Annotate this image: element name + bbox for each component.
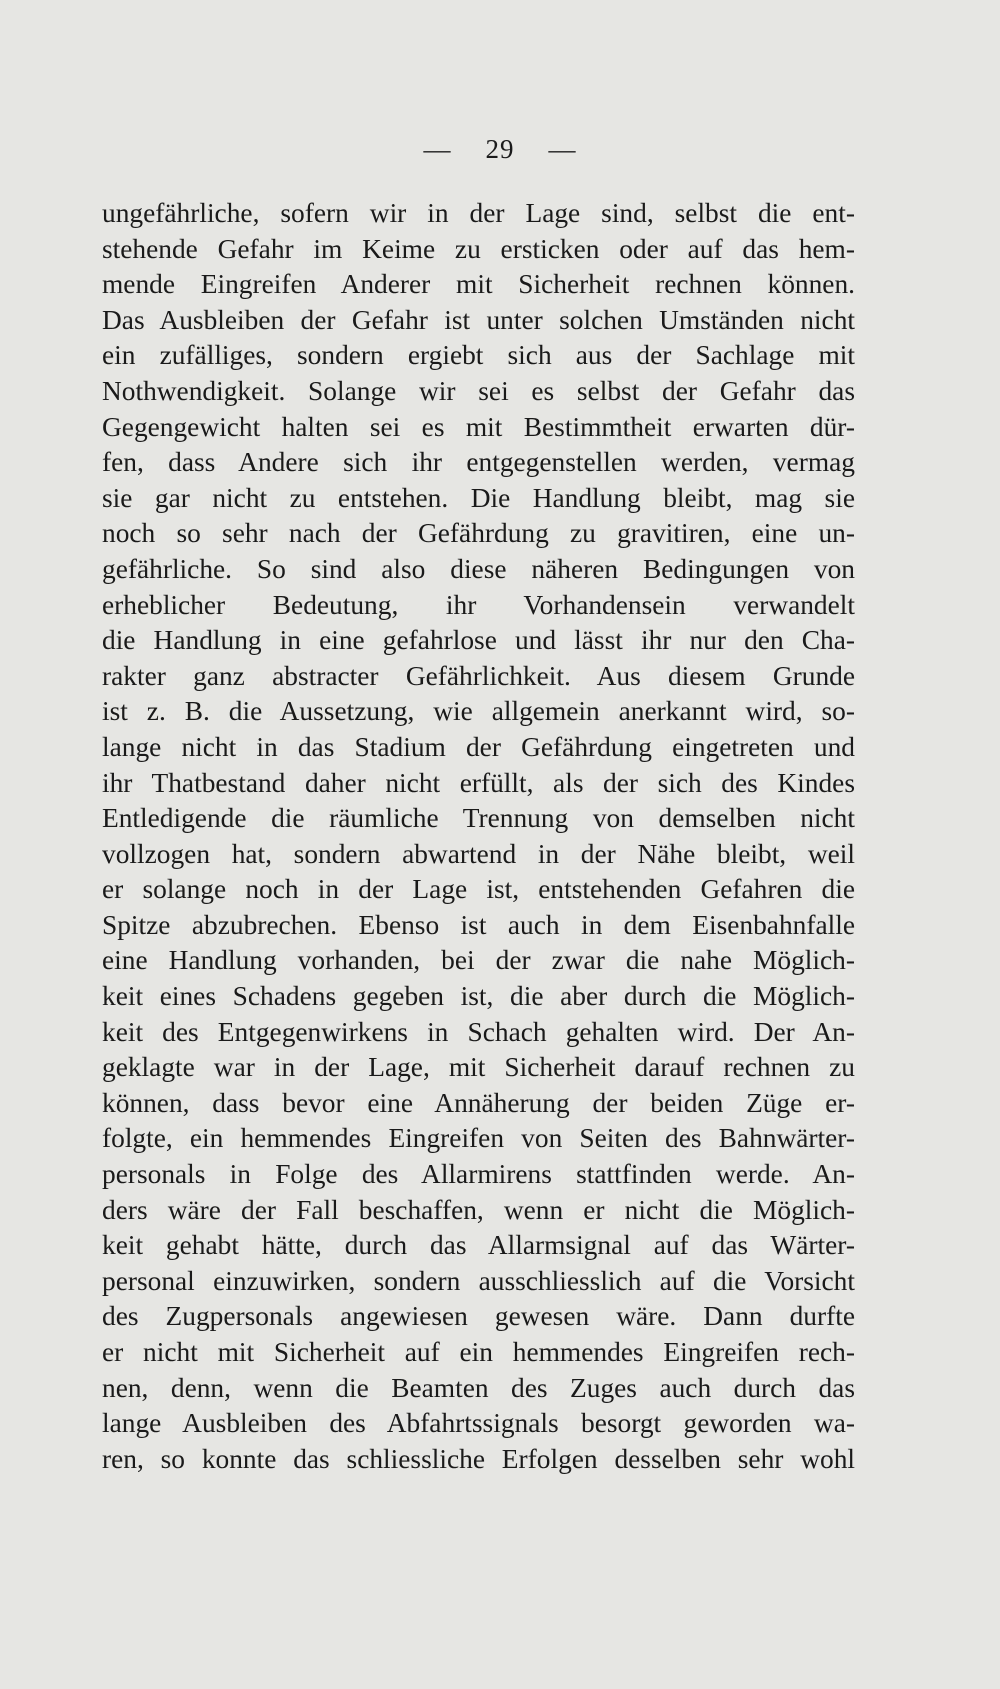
text-line: nen, denn, wenn die Beamten des Zuges auch durch das [102,1372,855,1403]
text-line: ist z. B. die Aussetzung, wie allgemein anerkannt wird, so- [102,696,855,727]
text-line: fen, dass Andere sich ihr entgegenstellen werden, vermag [102,447,855,478]
body-text [102,196,855,1477]
text-line: erheblicher Bedeutung, ihr Vorhandensein verwandelt [102,589,855,620]
text-line: er nicht mit Sicherheit auf ein hemmendes Eingreifen rech- [102,1337,855,1367]
text-line: ren, so konnte das schliessliche Erfolgen desselben sehr wohl [102,1443,855,1474]
text-line: ders wäre der Fall beschaffen, wenn er nicht die Möglich- [102,1194,855,1225]
text-line: Nothwendigkeit. Solange wir sei es selbst der Gefahr das [102,375,855,406]
text-line: gefährliche. So sind also diese näheren Bedingungen von [102,553,855,584]
text-line: lange nicht in das Stadium der Gefährdung eingetreten und [102,731,855,762]
text-line: ihr Thatbestand daher nicht erfüllt, als der sich des Kindes [102,767,855,798]
text-line: personals in Folge des Allarmirens stattfinden werde. An- [102,1159,855,1190]
page-number: 29 [485,134,515,164]
text-line: keit des Entgegenwirkens in Schach gehalten wird. Der An- [102,1016,855,1047]
text-line: Spitze abzubrechen. Ebenso ist auch in dem Eisenbahnfalle [102,909,855,940]
text-line: ungefährliche, sofern wir in der Lage sind, selbst die ent- [102,198,855,228]
text-line: vollzogen hat, sondern abwartend in der Nähe bleibt, weil [102,838,855,869]
text-line: Gegengewicht halten sei es mit Bestimmtheit erwarten dür- [102,411,855,442]
text-line: er solange noch in der Lage ist, entstehenden Gefahren die [102,874,855,905]
text-line: ein zufälliges, sondern ergiebt sich aus der Sachlage mit [102,340,855,371]
text-line: eine Handlung vorhanden, bei der zwar die nahe Möglich- [102,945,855,976]
text-line: mende Eingreifen Anderer mit Sicherheit rechnen können. [102,269,855,300]
text-line: folgte, ein hemmendes Eingreifen von Seiten des Bahnwärter- [102,1123,855,1154]
text-line: keit eines Schadens gegeben ist, die aber durch die Möglich- [102,981,855,1012]
text-line: personal einzuwirken, sondern ausschliesslich auf die Vorsicht [102,1265,855,1296]
header-dash-right: — [548,134,577,164]
page-header [0,134,1000,165]
text-line: keit gehabt hätte, durch das Allarmsignal auf das Wärter- [102,1230,855,1261]
text-line: Entledigende die räumliche Trennung von demselben nicht [102,803,855,834]
text-line: können, dass bevor eine Annäherung der beiden Züge er- [102,1087,855,1118]
text-line: die Handlung in eine gefahrlose und lässt ihr nur den Cha- [102,625,855,656]
text-line: sie gar nicht zu entstehen. Die Handlung bleibt, mag sie [102,482,855,513]
text-line: Das Ausbleiben der Gefahr ist unter solchen Umständen nicht [102,304,855,335]
text-line: lange Ausbleiben des Abfahrtssignals besorgt geworden wa- [102,1408,855,1439]
text-line: rakter ganz abstracter Gefährlichkeit. Aus diesem Grunde [102,660,855,691]
text-line: geklagte war in der Lage, mit Sicherheit darauf rechnen zu [102,1052,855,1083]
header-dash-left: — [423,134,452,164]
text-line: stehende Gefahr im Keime zu ersticken oder auf das hem- [102,233,855,264]
text-line: des Zugpersonals angewiesen gewesen wäre. Dann durfte [102,1301,855,1332]
text-line: noch so sehr nach der Gefährdung zu gravitiren, eine un- [102,518,855,549]
